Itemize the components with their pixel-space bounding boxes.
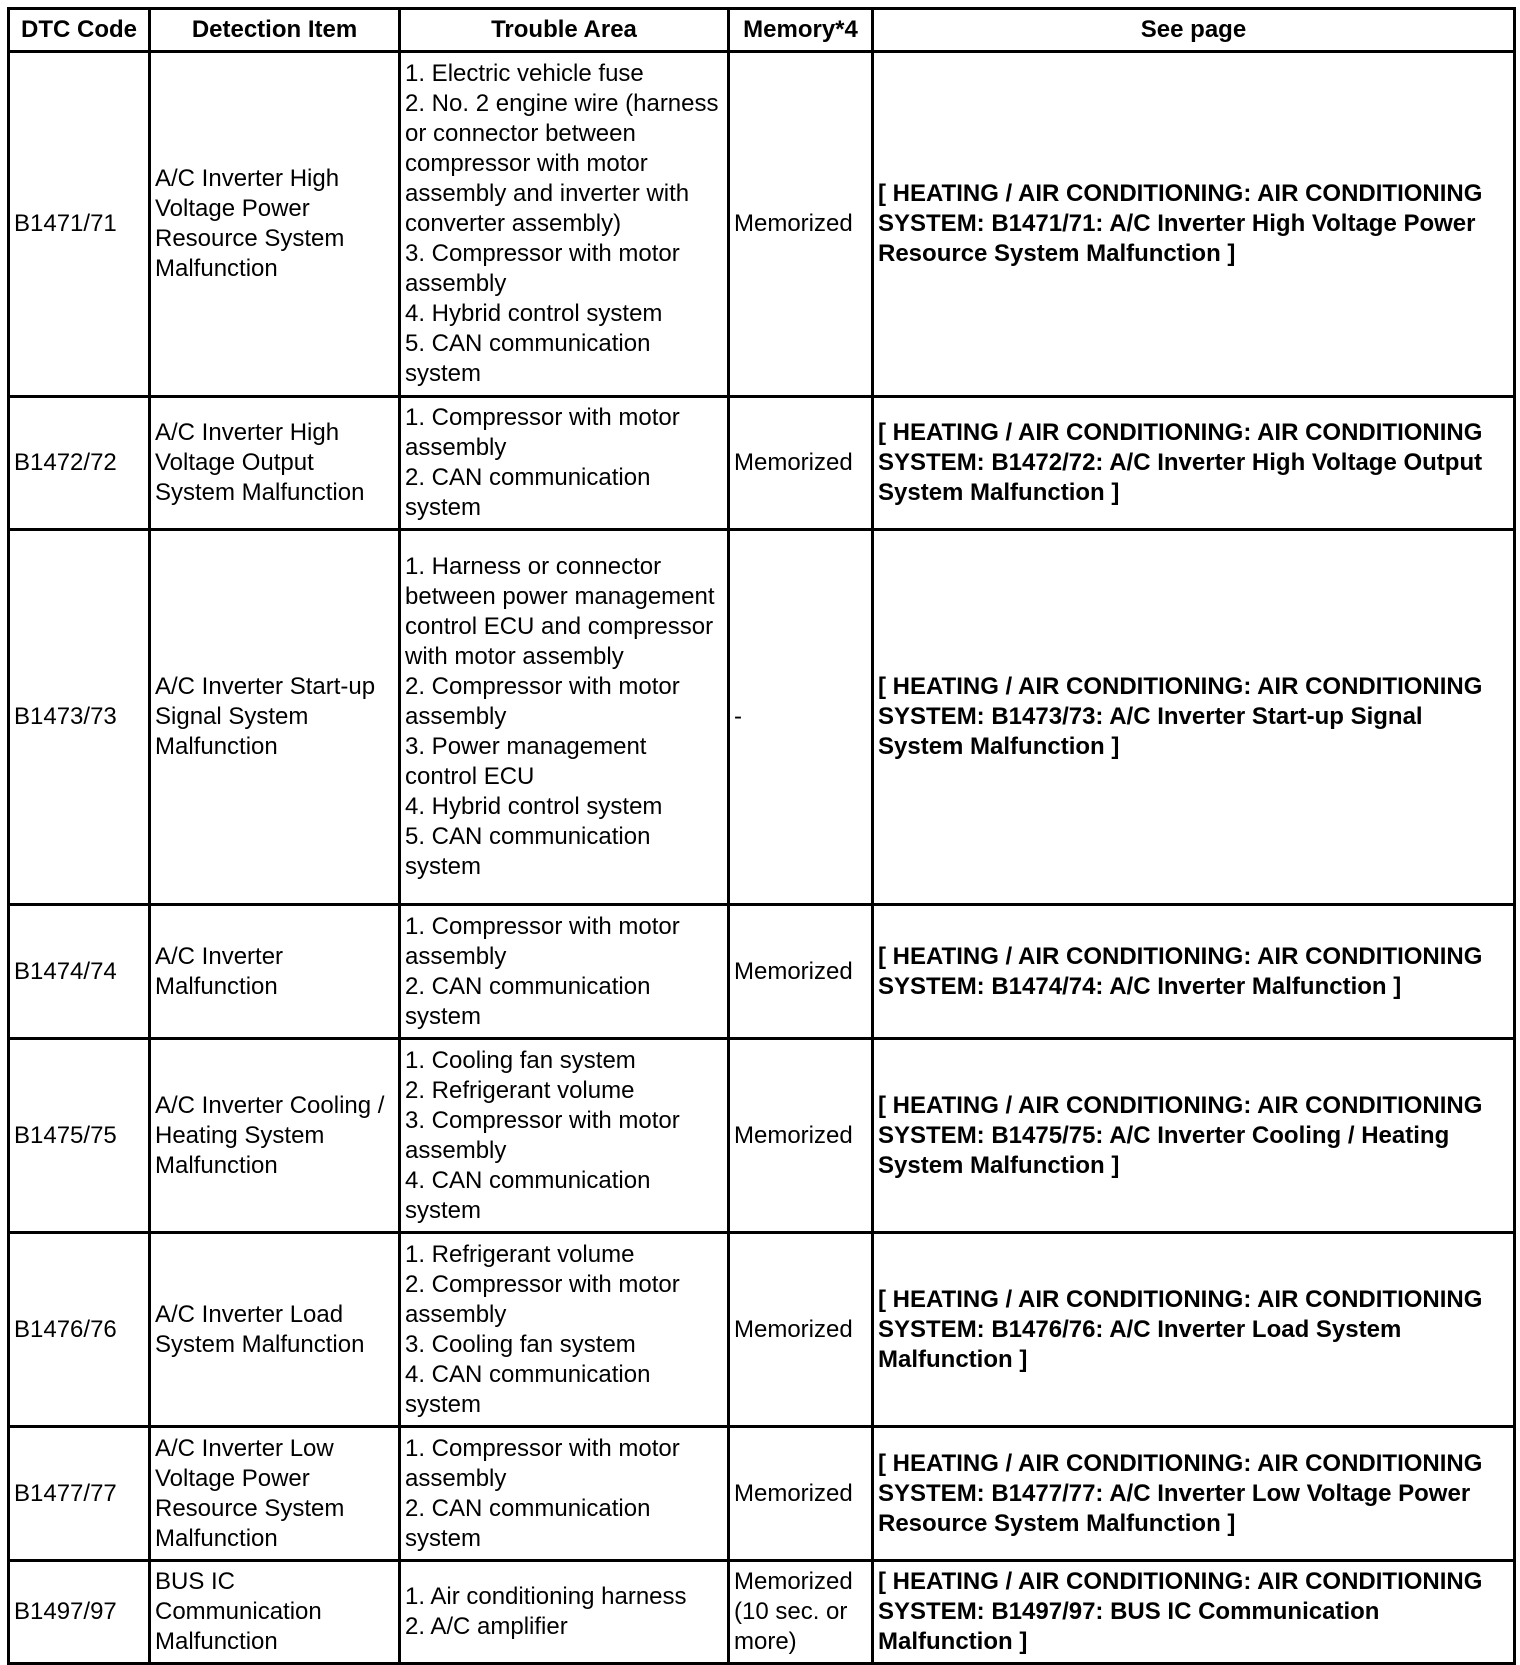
trouble-area-cell [400,905,729,1039]
trouble-area-item: 1. Refrigerant volume [405,1240,635,1268]
detection-item-cell: A/C Inverter Load System Malfunction [150,1233,400,1427]
table-row [9,530,1515,905]
header-see-page: See page [873,9,1515,52]
detection-item-cell: A/C Inverter High Voltage Output System Malfunction [150,397,400,530]
trouble-area-item: 1. Electric vehicle fuse [405,60,644,87]
detection-item-cell: A/C Inverter High Voltage Power Resource System Malfunction [150,52,400,397]
trouble-area-item: 1. Compressor with motor assembly [405,912,680,970]
trouble-area-item: 3. Compressor with motor assembly [405,240,680,297]
trouble-area-item: 2. No. 2 engine wire (harness or connector between compressor with motor assembly and inverter with converter assembly) [405,90,719,237]
trouble-area-cell [400,530,729,905]
table-row [9,397,1515,530]
trouble-area-item: 1. Air conditioning harness [405,1583,687,1610]
detection-item-cell: A/C Inverter Start-up Signal System Malfunction [150,530,400,905]
trouble-area-cell [400,1039,729,1233]
trouble-area-cell [400,1427,729,1561]
table-row [9,1427,1515,1561]
table-row [9,1233,1515,1427]
header-detection-item: Detection Item [150,9,400,52]
trouble-area-item: 4. Hybrid control system [405,793,663,820]
header-dtc-code: DTC Code [9,9,150,52]
trouble-area-item: 2. Refrigerant volume [405,1076,635,1104]
dtc-code-cell: B1474/74 [9,905,150,1039]
trouble-area-item: 4. CAN communication system [405,1360,651,1418]
see-page-link[interactable]: [ HEATING / AIR CONDITIONING: AIR CONDITIONING SYSTEM: B1474/74: A/C Inverter Malfunction ] [873,905,1515,1039]
trouble-area-item: 3. Power management control ECU [405,733,647,790]
header-trouble-area: Trouble Area [400,9,729,52]
table-row [9,1561,1515,1664]
trouble-area-item: 2. Compressor with motor assembly [405,673,680,730]
memory-cell: Memorized [729,52,873,397]
trouble-area-item: 3. Compressor with motor assembly [405,1106,680,1164]
header-memory: Memory*4 [729,9,873,52]
trouble-area-item: 3. Cooling fan system [405,1330,636,1358]
trouble-area-item: 2. A/C amplifier [405,1613,568,1640]
trouble-area-item: 4. Hybrid control system [405,300,663,327]
detection-item-cell: BUS IC Communication Malfunction [150,1561,400,1664]
trouble-area-item: 2. CAN communication system [405,1494,651,1552]
memory-cell: Memorized [729,905,873,1039]
trouble-area-item: 5. CAN communication system [405,330,651,387]
trouble-area-item: 1. Cooling fan system [405,1046,636,1074]
dtc-code-cell: B1473/73 [9,530,150,905]
trouble-area-cell [400,397,729,530]
detection-item-cell: A/C Inverter Cooling / Heating System Malfunction [150,1039,400,1233]
table-row [9,905,1515,1039]
trouble-area-cell [400,1233,729,1427]
dtc-code-cell: B1471/71 [9,52,150,397]
memory-cell: Memorized [729,1427,873,1561]
detection-item-cell: A/C Inverter Malfunction [150,905,400,1039]
trouble-area-item: 1. Compressor with motor assembly [405,1434,680,1492]
memory-cell: Memorized [729,397,873,530]
trouble-area-item: 5. CAN communication system [405,823,651,880]
trouble-area-item: 1. Harness or connector between power management control ECU and compressor with motor assembly [405,553,715,670]
dtc-code-cell: B1497/97 [9,1561,150,1664]
memory-cell: Memorized [729,1233,873,1427]
trouble-area-item: 2. CAN communication system [405,464,651,521]
dtc-code-cell: B1476/76 [9,1233,150,1427]
see-page-link[interactable]: [ HEATING / AIR CONDITIONING: AIR CONDITIONING SYSTEM: B1476/76: A/C Inverter Load System Malfunction ] [873,1233,1515,1427]
table-row [9,1039,1515,1233]
detection-item-cell: A/C Inverter Low Voltage Power Resource System Malfunction [150,1427,400,1561]
see-page-link[interactable]: [ HEATING / AIR CONDITIONING: AIR CONDITIONING SYSTEM: B1473/73: A/C Inverter Start-up Signal System Malfunction ] [873,530,1515,905]
trouble-area-item: 4. CAN communication system [405,1166,651,1224]
table-row [9,52,1515,397]
dtc-code-cell: B1472/72 [9,397,150,530]
see-page-link[interactable]: [ HEATING / AIR CONDITIONING: AIR CONDITIONING SYSTEM: B1477/77: A/C Inverter Low Voltage Power Resource System Malfunction ] [873,1427,1515,1561]
see-page-link[interactable]: [ HEATING / AIR CONDITIONING: AIR CONDITIONING SYSTEM: B1472/72: A/C Inverter High Voltage Output System Malfunction ] [873,397,1515,530]
trouble-area-cell [400,52,729,397]
memory-cell: - [729,530,873,905]
memory-cell: Memorized (10 sec. or more) [729,1561,873,1664]
header-row [9,9,1515,52]
see-page-link[interactable]: [ HEATING / AIR CONDITIONING: AIR CONDITIONING SYSTEM: B1475/75: A/C Inverter Cooling / Heating System Malfunction ] [873,1039,1515,1233]
see-page-link[interactable]: [ HEATING / AIR CONDITIONING: AIR CONDITIONING SYSTEM: B1471/71: A/C Inverter High Voltage Power Resource System Malfunction ] [873,52,1515,397]
trouble-area-item: 2. CAN communication system [405,972,651,1030]
dtc-table [7,7,1516,1665]
trouble-area-item: 1. Compressor with motor assembly [405,404,680,461]
see-page-link[interactable]: [ HEATING / AIR CONDITIONING: AIR CONDITIONING SYSTEM: B1497/97: BUS IC Communication Malfunction ] [873,1561,1515,1664]
memory-cell: Memorized [729,1039,873,1233]
dtc-code-cell: B1475/75 [9,1039,150,1233]
dtc-code-cell: B1477/77 [9,1427,150,1561]
trouble-area-item: 2. Compressor with motor assembly [405,1270,680,1328]
trouble-area-cell [400,1561,729,1664]
